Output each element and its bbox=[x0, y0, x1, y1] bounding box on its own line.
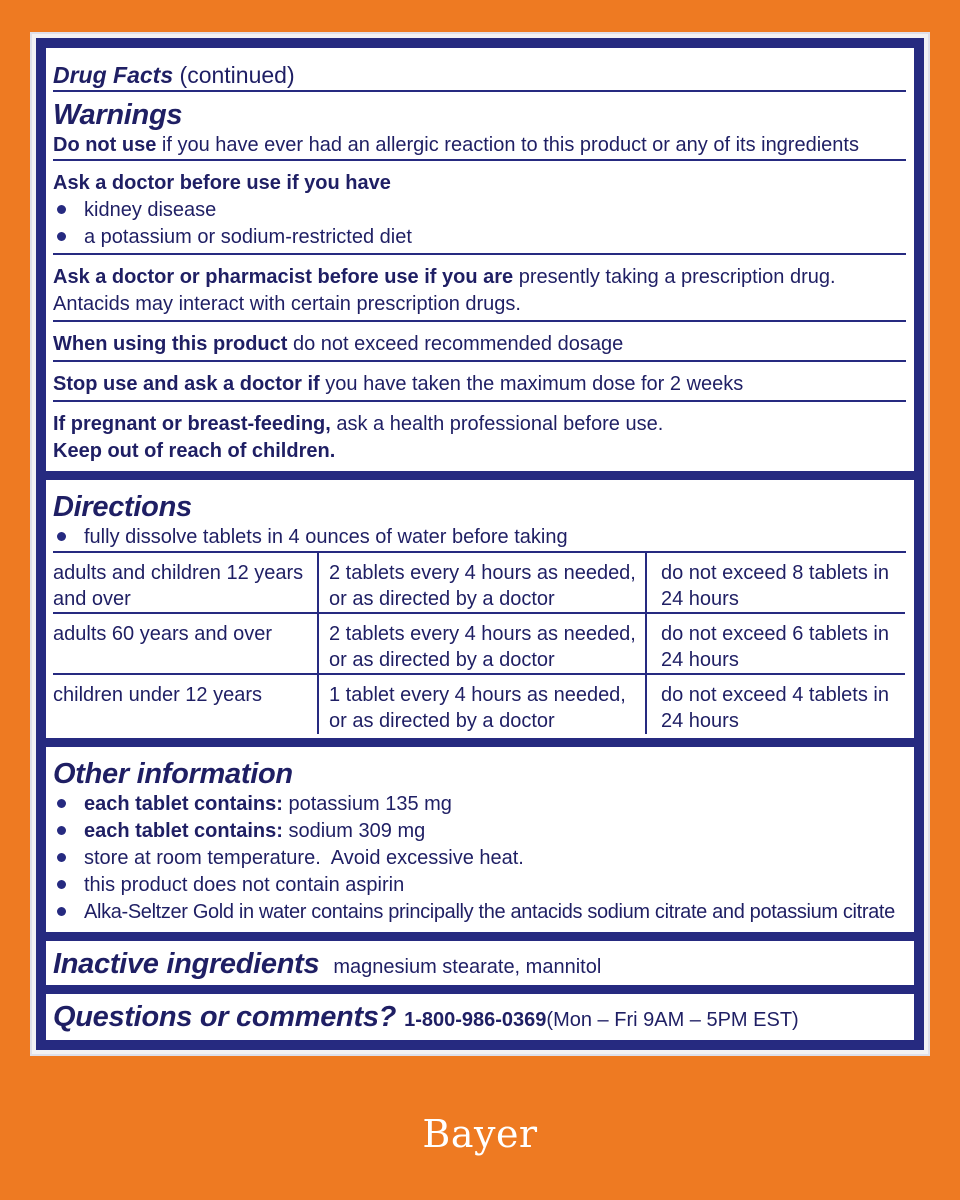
dose-cell: 1 tablet every 4 hours as needed, or as directed by a doctor bbox=[318, 674, 646, 734]
dose-cell: 2 tablets every 4 hours as needed, or as directed by a doctor bbox=[318, 553, 646, 613]
questions-title: Questions or comments? bbox=[53, 1001, 397, 1033]
ask-doctor-title: Ask a doctor before use if you have bbox=[53, 172, 391, 194]
other-information-section bbox=[46, 747, 914, 932]
pregnant-label: If pregnant or breast-feeding, bbox=[53, 413, 331, 435]
inactive-ingredients-title: Inactive ingredients bbox=[53, 948, 320, 980]
drug-facts-header bbox=[53, 60, 906, 92]
do-not-use-text: if you have ever had an allergic reaction to this product or any of its ingredients bbox=[156, 134, 859, 156]
when-using-text: do not exceed recommended dosage bbox=[287, 333, 624, 355]
do-not-use-label: Do not use bbox=[53, 134, 157, 156]
bayer-logo: Bayer bbox=[422, 1112, 538, 1156]
phone-hours: (Mon – Fri 9AM – 5PM EST) bbox=[546, 1009, 799, 1031]
max-dose-cell: do not exceed 4 tablets in 24 hours bbox=[646, 674, 905, 734]
pregnant-block bbox=[53, 402, 906, 467]
age-cell: adults 60 years and over bbox=[53, 613, 318, 674]
other-information-title: Other information bbox=[53, 758, 293, 790]
table-row bbox=[53, 674, 905, 734]
inactive-ingredients-section bbox=[46, 941, 914, 985]
directions-section bbox=[46, 480, 914, 738]
list-item: this product does not contain aspirin bbox=[53, 872, 906, 899]
antacids-note: Antacids may interact with certain prescription drugs. bbox=[53, 293, 521, 315]
phone-number: 1-800-986-0369 bbox=[404, 1009, 547, 1031]
when-using-label: When using this product bbox=[53, 333, 288, 355]
ask-pharmacist-text: presently taking a prescription drug. bbox=[513, 266, 836, 288]
list-item: each tablet contains: sodium 309 mg bbox=[53, 818, 906, 845]
directions-title: Directions bbox=[53, 491, 192, 523]
age-cell: children under 12 years bbox=[53, 684, 263, 706]
stop-use-text: you have taken the maximum dose for 2 weeks bbox=[319, 373, 744, 395]
list-item: each tablet contains: potassium 135 mg bbox=[53, 791, 906, 818]
table-row bbox=[53, 553, 905, 613]
when-using-block bbox=[53, 322, 906, 362]
drug-facts-continued: (continued) bbox=[173, 62, 295, 88]
do-not-use-line bbox=[53, 132, 906, 161]
ask-doctor-item: kidney disease bbox=[53, 197, 906, 224]
keep-out-of-reach: Keep out of reach of children. bbox=[53, 440, 336, 462]
max-dose-cell: do not exceed 8 tablets in 24 hours bbox=[646, 553, 905, 613]
warnings-title: Warnings bbox=[53, 99, 183, 131]
warnings-section bbox=[46, 48, 914, 471]
stop-use-label: Stop use and ask a doctor if bbox=[53, 373, 320, 395]
questions-section bbox=[46, 994, 914, 1040]
table-row bbox=[53, 613, 905, 674]
stop-use-block bbox=[53, 362, 906, 402]
directions-bullet: fully dissolve tablets in 4 ounces of water before taking bbox=[53, 524, 906, 553]
drug-facts-panel bbox=[36, 38, 924, 1050]
list-item: Alka-Seltzer Gold in water contains principally the antacids sodium citrate and potassium citrate bbox=[53, 899, 906, 926]
inactive-ingredients-text: magnesium stearate, mannitol bbox=[333, 956, 602, 978]
pregnant-text: ask a health professional before use. bbox=[330, 413, 664, 435]
ask-pharmacist-block bbox=[53, 255, 906, 322]
ask-pharmacist-label: Ask a doctor or pharmacist before use if you are bbox=[53, 266, 514, 288]
dose-cell: 2 tablets every 4 hours as needed, or as directed by a doctor bbox=[318, 613, 646, 674]
age-cell: adults and children 12 years and over bbox=[53, 553, 318, 613]
ask-doctor-item: a potassium or sodium-restricted diet bbox=[53, 224, 906, 251]
drug-facts-title: Drug Facts bbox=[53, 62, 174, 88]
ask-doctor-block bbox=[53, 161, 906, 255]
max-dose-cell: do not exceed 6 tablets in 24 hours bbox=[646, 613, 905, 674]
dosage-table bbox=[53, 553, 905, 734]
list-item: store at room temperature. Avoid excessive heat. bbox=[53, 845, 906, 872]
